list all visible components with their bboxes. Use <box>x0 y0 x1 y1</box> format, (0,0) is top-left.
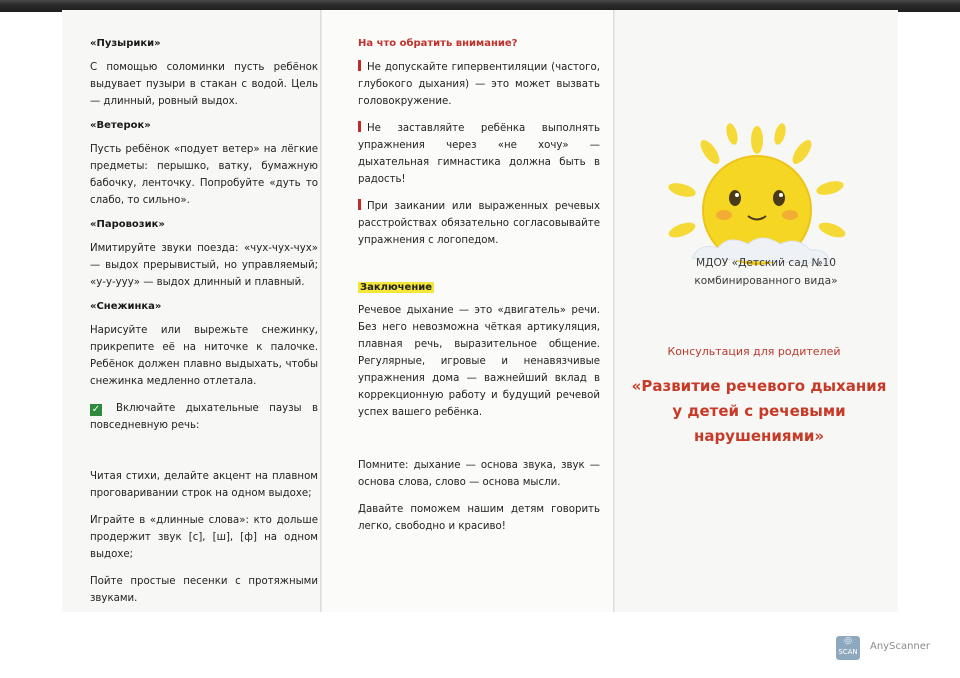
attention-item-2-text: Не заставляйте ребёнка выполнять упражнения через «не хочу» — дыхательная гимнастика должна быть в радость! <box>358 123 600 185</box>
bubbles-text: С помощью соломинки пусть ребёнок выдувает пузыри в стакан с водой. Цель — длинный, ровный выдох. <box>90 62 318 107</box>
tip-long-words: Играйте в «длинные слова»: кто дольше продержит звук [с], [ш], [ф] на одном выдохе; <box>90 515 318 560</box>
exclamation-icon <box>358 60 361 71</box>
brochure-title <box>624 374 894 449</box>
attention-item-3-text: При заикании или выраженных речевых расстройствах обязательно согласовывайте упражнения с логопедом. <box>358 201 600 246</box>
snowflake-text: Нарисуйте или вырежьте снежинку, прикрепите её на ниточке к палочке. Ребёнок должен плавно выдыхать, чтобы снежинка медленно отлетала. <box>90 325 318 387</box>
attention-item-1-text: Не допускайте гипервентиляции (частого, глубокого дыхания) — это может вызвать головокружение. <box>358 62 600 107</box>
middle-panel <box>322 10 614 612</box>
org-line-2: комбинированного вида» <box>694 275 838 287</box>
title-line-3: нарушениями» <box>693 427 825 445</box>
conclusion-heading <box>358 279 600 296</box>
title-line-1: «Развитие речевого дыхания <box>631 377 887 395</box>
include-pauses-text <box>90 400 318 434</box>
attention-heading: На что обратить внимание? <box>358 38 518 49</box>
exclamation-icon <box>358 199 361 210</box>
remember-text: Помните: дыхание — основа звука, звук — основа слова, слово — основа мысли. <box>358 460 600 488</box>
scanner-name: AnyScanner <box>870 641 931 652</box>
bubbles-heading: «Пузырики» <box>90 38 161 49</box>
scanner-logo-icon: ◎ SCAN <box>836 636 860 660</box>
scanner-logo-text: SCAN <box>838 648 858 656</box>
help-text: Давайте поможем нашим детям говорить легко, свободно и красиво! <box>358 504 600 532</box>
attention-item-2 <box>358 120 600 188</box>
brochure-sheet <box>62 10 898 612</box>
left-panel <box>62 10 322 612</box>
tip-songs: Пойте простые песенки с протяжными звуками. <box>90 576 318 604</box>
title-line-2: у детей с речевыми <box>672 402 846 420</box>
attention-item-3 <box>358 198 600 249</box>
conclusion-text: Речевое дыхание — это «двигатель» речи. Без него невозможна чёткая артикуляция, плавная речь, выразительное общение. Регулярные, игровые и ненавязчивые упражнения дома — важнейший вклад в коррекционную работу и будущий речевой успех вашего ребёнка. <box>358 305 600 418</box>
cover-panel <box>614 10 898 612</box>
organization-name <box>686 254 846 290</box>
conclusion-label: Заключение <box>360 282 433 293</box>
consultation-label: Консультация для родителей <box>667 345 841 358</box>
train-text: Имитируйте звуки поезда: «чух-чух-чух» — выдох прерывистый, но управляемый; «у-у-ууу» — выдох длинный и плавный. <box>90 243 318 288</box>
include-pauses-label: Включайте дыхательные паузы в повседневную речь: <box>90 403 318 431</box>
train-heading: «Паровозик» <box>90 219 165 230</box>
org-line-1: МДОУ «Детский сад №10 <box>696 257 836 269</box>
tip-poems: Читая стихи, делайте акцент на плавном проговаривании строк на одном выдохе; <box>90 471 318 499</box>
breeze-heading: «Ветерок» <box>90 120 151 131</box>
checkmark-icon: ✓ <box>91 404 101 415</box>
exclamation-icon <box>358 121 361 132</box>
breeze-text: Пусть ребёнок «подует ветер» на лёгкие предметы: перышко, ватку, бумажную бабочку, ленточку. Попробуйте «дуть то слабо, то сильно». <box>90 144 318 206</box>
snowflake-heading: «Снежинка» <box>90 301 162 312</box>
attention-item-1 <box>358 59 600 110</box>
